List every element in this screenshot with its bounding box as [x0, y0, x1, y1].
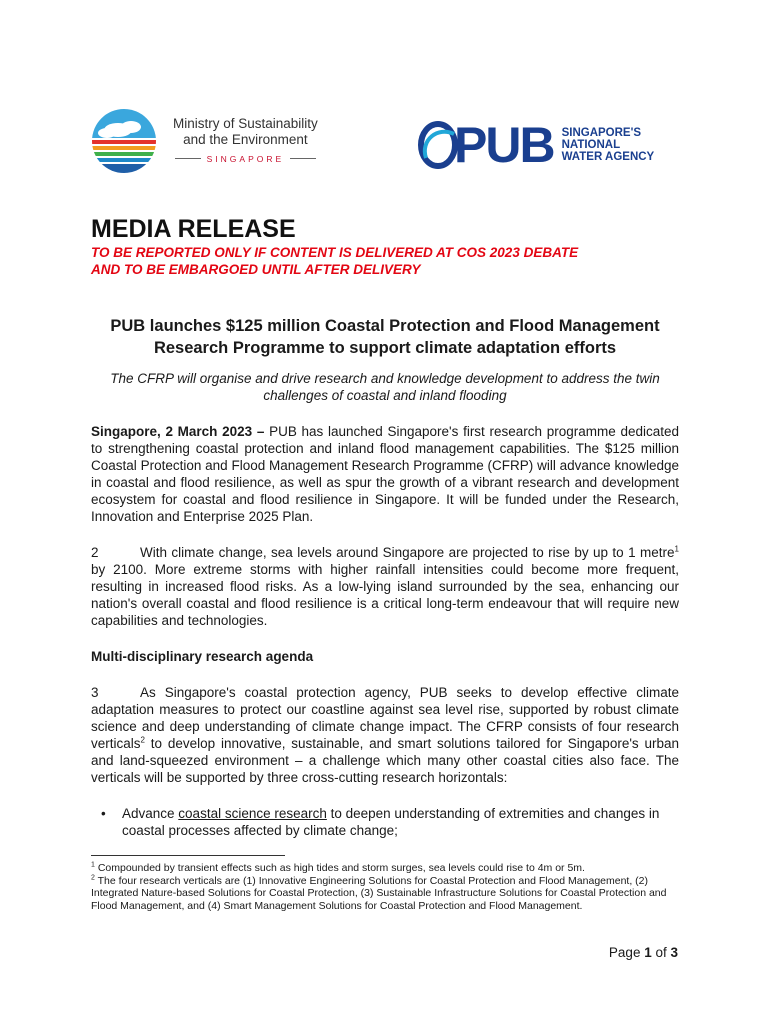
moe-name-line1: Ministry of Sustainability	[173, 115, 318, 131]
embargo-notice	[91, 244, 679, 278]
page-total: 3	[670, 945, 678, 960]
footnote-ref-2[interactable]: 2	[140, 735, 145, 745]
footnotes	[91, 862, 681, 912]
subhead-line2: challenges of coastal and inland flooding	[263, 388, 507, 403]
pub-tag-line2: NATIONAL	[561, 139, 621, 151]
subheadline	[91, 370, 679, 404]
pub-wordmark: PUB	[454, 117, 554, 173]
pub-tag-line3: WATER AGENCY	[561, 151, 655, 163]
page-prefix: Page	[608, 945, 645, 960]
paragraph-2-text-b: by 2100. More extreme storms with higher rainfall intensities could become more frequent, resulting in increased flood risks. As a low-lying island surrounded by the sea, enhancing our nation's overall coastal and flood resilience is a critical long-term endeavour that will require new capabilities and technologies.	[91, 562, 679, 628]
footnote-1-text: Compounded by transient effects such as high tides and storm surges, sea levels could rise to 4m or 5m.	[94, 862, 585, 874]
moe-logo	[91, 108, 318, 174]
pub-tag-line1: SINGAPORE'S	[561, 127, 641, 139]
paragraph-1-text: PUB has launched Singapore's first research programme dedicated to strengthening coastal protection and inland flood management capabilities. The $125 million Coastal Protection and Flood Management Research Programme (CFRP) will advance knowledge in coastal and flood resilience, as well as spur the growth of a vibrant research and development ecosystem for coastal and flood resilience in Singapore. It will be funded under the Research, Innovation and Enterprise 2025 Plan.	[91, 424, 680, 524]
paragraph-1	[91, 423, 679, 525]
footnote-ref-1[interactable]: 1	[674, 544, 679, 554]
footnote-1	[91, 862, 681, 875]
headline	[91, 315, 679, 359]
page-of: of	[651, 945, 671, 960]
bullet-list	[91, 805, 679, 839]
footnote-2	[91, 875, 681, 913]
bullet-text-b: to deepen understanding of extremities and changes in coastal processes affected by climate change;	[122, 806, 660, 838]
embargo-line2: AND TO BE EMBARGOED UNTIL AFTER DELIVERY	[91, 262, 421, 277]
moe-name	[173, 116, 318, 167]
section-heading: Multi-disciplinary research agenda	[91, 649, 314, 664]
underlined-term: coastal science research	[178, 806, 327, 821]
paragraph-2	[91, 544, 679, 629]
headline-line1: PUB launches $125 million Coastal Protection and Flood Management	[110, 317, 660, 335]
bullet-text-a: Advance	[122, 806, 179, 821]
footnote-mark: 1	[91, 861, 95, 869]
footnote-divider	[91, 855, 285, 856]
footnote-2-text: The four research verticals are (1) Innovative Engineering Solutions for Coastal Protection and Flood Management, (2) Integrated Nature-based Solutions for Coastal Protection, (3) Sustainable Infrastructure Solutions for Coastal Protection and Flood Management, and (4) Smart Management Solutions for Coastal Protection and Flood Management.	[91, 874, 667, 912]
paragraph-2-text-a: With climate change, sea levels around Singapore are projected to rise by up to 1 metre	[140, 545, 675, 560]
pub-tagline	[562, 127, 655, 163]
divider	[175, 158, 201, 159]
subhead-line1: The CFRP will organise and drive research and knowledge development to address the twin	[110, 371, 660, 386]
paragraph-number: 2	[91, 545, 99, 560]
list-item	[91, 805, 679, 839]
headline-line2: Research Programme to support climate adaptation efforts	[153, 339, 617, 357]
pub-logo	[416, 117, 655, 173]
page-current: 1	[644, 945, 652, 960]
moe-country-text: SINGAPORE	[206, 153, 285, 164]
paragraph-3-text-b: to develop innovative, sustainable, and smart solutions tailored for Singapore's urban and land-squeezed environment – a challenge which many other coastal cities also face. The verticals will be supported by three cross-cutting research horizontals:	[91, 736, 679, 785]
moe-emblem-icon	[91, 108, 157, 174]
media-release-title: MEDIA RELEASE	[91, 215, 296, 243]
embargo-line1: TO BE REPORTED ONLY IF CONTENT IS DELIVERED AT COS 2023 DEBATE	[91, 245, 579, 260]
paragraph-3	[91, 684, 679, 786]
divider	[290, 158, 316, 159]
footnote-mark: 2	[91, 874, 95, 881]
logo-bar	[91, 108, 691, 188]
moe-name-line2: and the Environment	[183, 131, 308, 147]
dateline: Singapore, 2 March 2023 –	[91, 424, 265, 439]
page-number	[609, 945, 678, 960]
paragraph-3-text-a: As Singapore's coastal protection agency, PUB seeks to develop effective climate adaptation measures to protect our coastline against sea level rise, supported by robust climate science and deep understanding of climate change impact. The CFRP consists of four research verticals	[91, 685, 679, 751]
paragraph-number: 3	[91, 685, 99, 700]
document-body	[91, 214, 679, 839]
moe-country	[173, 151, 318, 167]
